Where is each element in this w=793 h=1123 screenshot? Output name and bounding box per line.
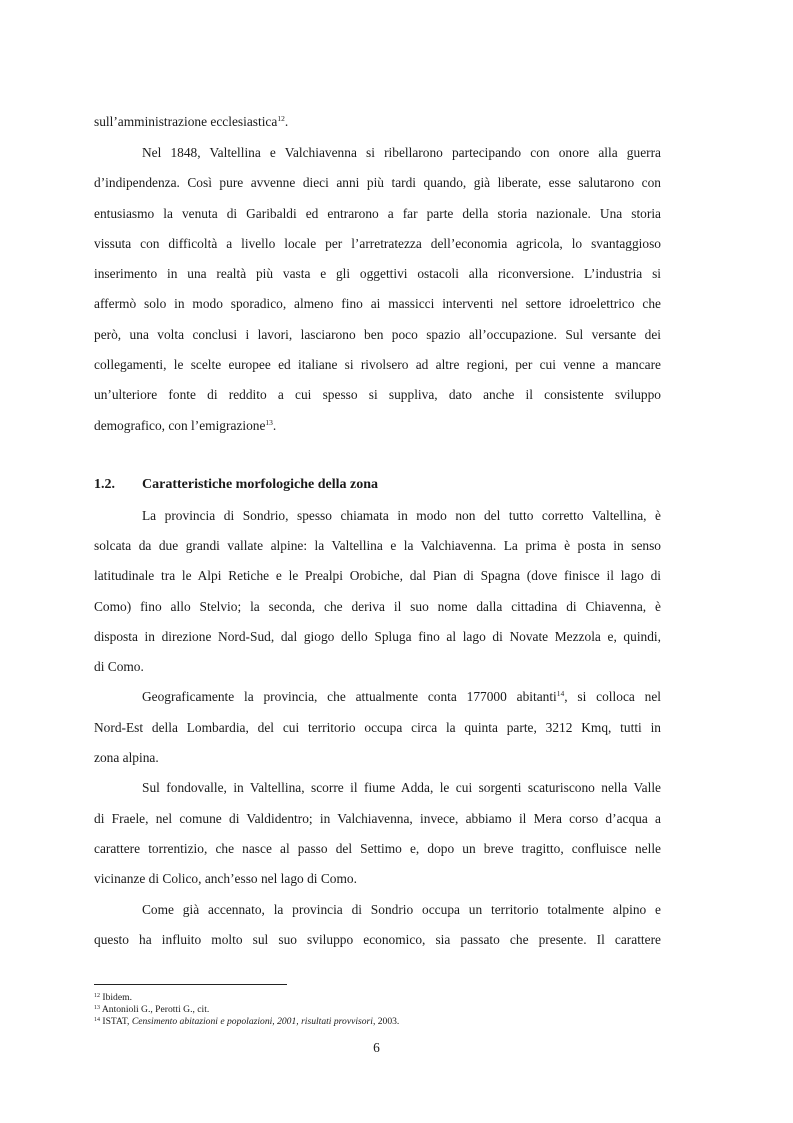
page-number: 6 (373, 1040, 380, 1055)
footnote: $^{13}$ Antonioli G., Perotti G., cit. (94, 1004, 210, 1015)
text-line: collegamenti, le scelte europee ed italiane si rivolsero ad altre regioni, per cui venne a mancare (94, 357, 661, 372)
text-line: La provincia di Sondrio, spesso chiamata in modo non del tutto corretto Valtellina, è (142, 508, 661, 523)
section-heading (94, 477, 378, 493)
text-line: d’indipendenza. Così pure avvenne dieci anni più tardi quando, già liberate, esse salutarono con (94, 175, 661, 190)
footnote: $^{14}$ ISTAT, Censimento abitazioni e popolazioni, 2001, risultati provvisori, 2003. (94, 1016, 400, 1027)
text-line: di Como. (94, 659, 144, 674)
text-line: vicinanze di Colico, anch’esso nel lago di Como. (94, 871, 357, 886)
text-line: di Fraele, nel comune di Valdidentro; in Valchiavenna, invece, abbiamo il Mera corso d’acqua a (94, 811, 661, 826)
footnote-separator (94, 984, 287, 985)
text-line: demografico, con l’emigrazione$^{13}$. (94, 418, 277, 433)
text-line: disposta in direzione Nord-Sud, dal giogo dello Spluga fino al lago di Novate Mezzola e, quindi, (94, 629, 661, 644)
text-line: vissuta con difficoltà a livello locale per l’arretratezza dell’economia agricola, lo svantaggioso (94, 236, 661, 251)
text-line: Nel 1848, Valtellina e Valchiavenna si ribellarono partecipando con onore alla guerra (142, 145, 661, 160)
text-line: carattere torrentizio, che nasce al passo del Settimo e, dopo un breve tragitto, confluisce nelle (94, 841, 661, 856)
text-line: entusiasmo la venuta di Garibaldi ed entrarono a far parte della storia nazionale. Una storia (94, 206, 661, 221)
text-line: Nord-Est della Lombardia, del cui territorio occupa circa la quinta parte, 3212 Kmq, tutti in (94, 720, 661, 735)
text-line: latitudinale tra le Alpi Retiche e le Prealpi Orobiche, dal Pian di Spagna (dove finisce il lago di (94, 568, 661, 583)
text-line: un’ulteriore fonte di reddito a cui spesso si suppliva, dato anche il consistente sviluppo (94, 387, 661, 402)
text-line: inserimento in una realtà più vasta e gli oggettivi ostacoli alla riconversione. L’industria si (94, 266, 661, 281)
text-line: Come già accennato, la provincia di Sondrio occupa un territorio totalmente alpino e (142, 902, 661, 917)
text-line: questo ha influito molto sul suo sviluppo economico, sia passato che presente. Il carattere (94, 932, 661, 947)
footnote: $^{12}$ Ibidem. (94, 992, 132, 1003)
text-line: solcata da due grandi vallate alpine: la Valtellina e la Valchiavenna. La prima è posta in senso (94, 538, 661, 553)
text-line: affermò solo in modo sporadico, almeno fino ai massicci interventi nel settore idroelettrico che (94, 296, 661, 311)
text-line: Como) fino allo Stelvio; la seconda, che deriva il suo nome dalla cittadina di Chiavenna, è (94, 599, 661, 614)
section-number: 1.2. (94, 477, 115, 492)
text-line: Sul fondovalle, in Valtellina, scorre il fiume Adda, le cui sorgenti scaturiscono nella Valle (142, 780, 661, 795)
text-line: sull’amministrazione ecclesiastica$^{12}$. (94, 114, 289, 129)
text-line: zona alpina. (94, 750, 159, 765)
section-title: Caratteristiche morfologiche della zona (142, 477, 378, 492)
text-line: Geograficamente la provincia, che attualmente conta 177000 abitanti$^{14}$, si colloca nel (142, 689, 661, 704)
text-line: però, una volta conclusi i lavori, lasciarono ben poco spazio all’occupazione. Sul versante dei (94, 327, 661, 342)
